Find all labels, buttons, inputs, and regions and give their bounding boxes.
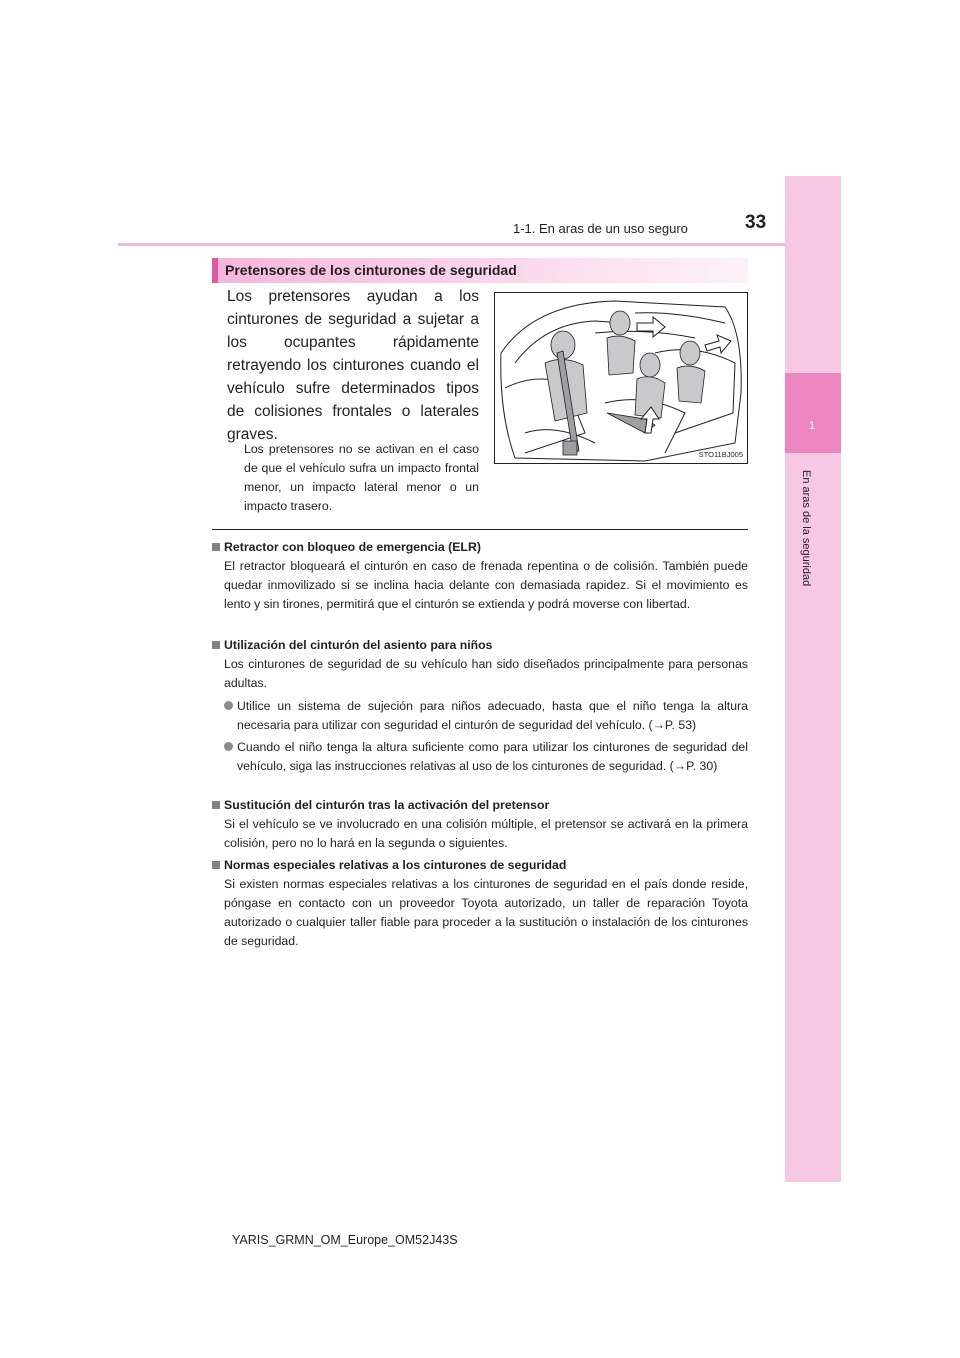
side-tab-number [785,373,841,453]
side-tab [785,176,841,1182]
pretensioner-illustration [494,292,748,464]
section-title-bar [212,258,748,283]
bullet-child-restraint-text: Utilice un sistema de sujeción para niños adecuado, hasta que el niño tenga la altura necesaria para utilizar con seguridad el cinturón de seguridad del vehículo. (→P. 53) [237,699,748,732]
header-rule [118,243,840,246]
info-elr [212,538,748,614]
section-title-accent [212,258,218,283]
document-footer: YARIS_GRMN_OM_Europe_OM52J43S [232,1233,458,1247]
section-header: 1-1. En aras de un uso seguro [513,221,688,236]
bullet-child-tall [224,738,748,776]
intro-lead: Los pretensores ayudan a los cinturones de seguridad a sujetar a los ocupantes rápidamente retrayendo los cinturones cuando el vehículo sufre determinados tipos de colisiones frontales o laterales [227,288,479,420]
info-special-rules-body: Si existen normas especiales relativas a los cinturones de seguridad en el país donde reside, póngase en contacto con un proveedor Toyota autorizado, un taller de reparación Toyota autorizado o cualquier taller fiable para proceder a la sustitución o instalación de los cinturones de seguridad. [224,877,748,948]
side-tab-label [800,470,820,590]
info-special-rules [212,856,748,951]
car-interior-drawing [495,293,747,463]
info-child-belt-title: Utilización del cinturón del asiento para niños [212,636,748,655]
info-replacement-title: Sustitución del cinturón tras la activación del pretensor [212,796,748,815]
info-replacement [212,796,748,853]
info-child-belt-body: Los cinturones de seguridad de su vehículo han sido diseñados principalmente para personas adultas. [224,657,748,690]
intro-tail: graves. [227,426,278,443]
bullet-child-tall-text: Cuando el niño tenga la altura suficiente como para utilizar los cinturones de seguridad del vehículo, siga las instrucciones relativas al uso de los cinturones de seguridad. (→P. 30) [237,740,748,773]
info-elr-body: El retractor bloqueará el cinturón en caso de frenada repentina o de colisión. También puede quedar inmovilizado si se inclina hacia delante con demasiada rapidez. Si el movimiento es lento y sin tirones, permitirá que el cinturón se extienda y podrá moverse con libertad. [224,559,748,611]
intro-paragraph [227,285,479,446]
page-number: 33 [745,212,767,233]
info-replacement-body: Si el vehículo se ve involucrado en una colisión múltiple, el pretensor se activará en la primera colisión, pero no lo hará en la segunda o siguientes. [224,817,748,850]
intro-note: Los pretensores no se activan en el caso de que el vehículo sufra un impacto frontal menor, un impacto lateral menor o un impacto trasero. [244,442,479,513]
bullet-dot [224,701,233,710]
side-tab-number-label: 1 [809,420,816,432]
side-tab-label-text: En aras de la seguridad [800,470,812,587]
info-special-rules-title: Normas especiales relativas a los cinturones de seguridad [212,856,748,875]
section-title: Pretensores de los cinturones de seguridad [225,262,517,278]
bullet-child-restraint [224,697,748,735]
figure-code: STO11BJ005 [698,450,743,459]
bullet-dot [224,742,233,751]
info-child-belt [212,636,748,693]
info-elr-title: Retractor con bloqueo de emergencia (ELR) [212,538,748,557]
section-divider [212,529,748,530]
